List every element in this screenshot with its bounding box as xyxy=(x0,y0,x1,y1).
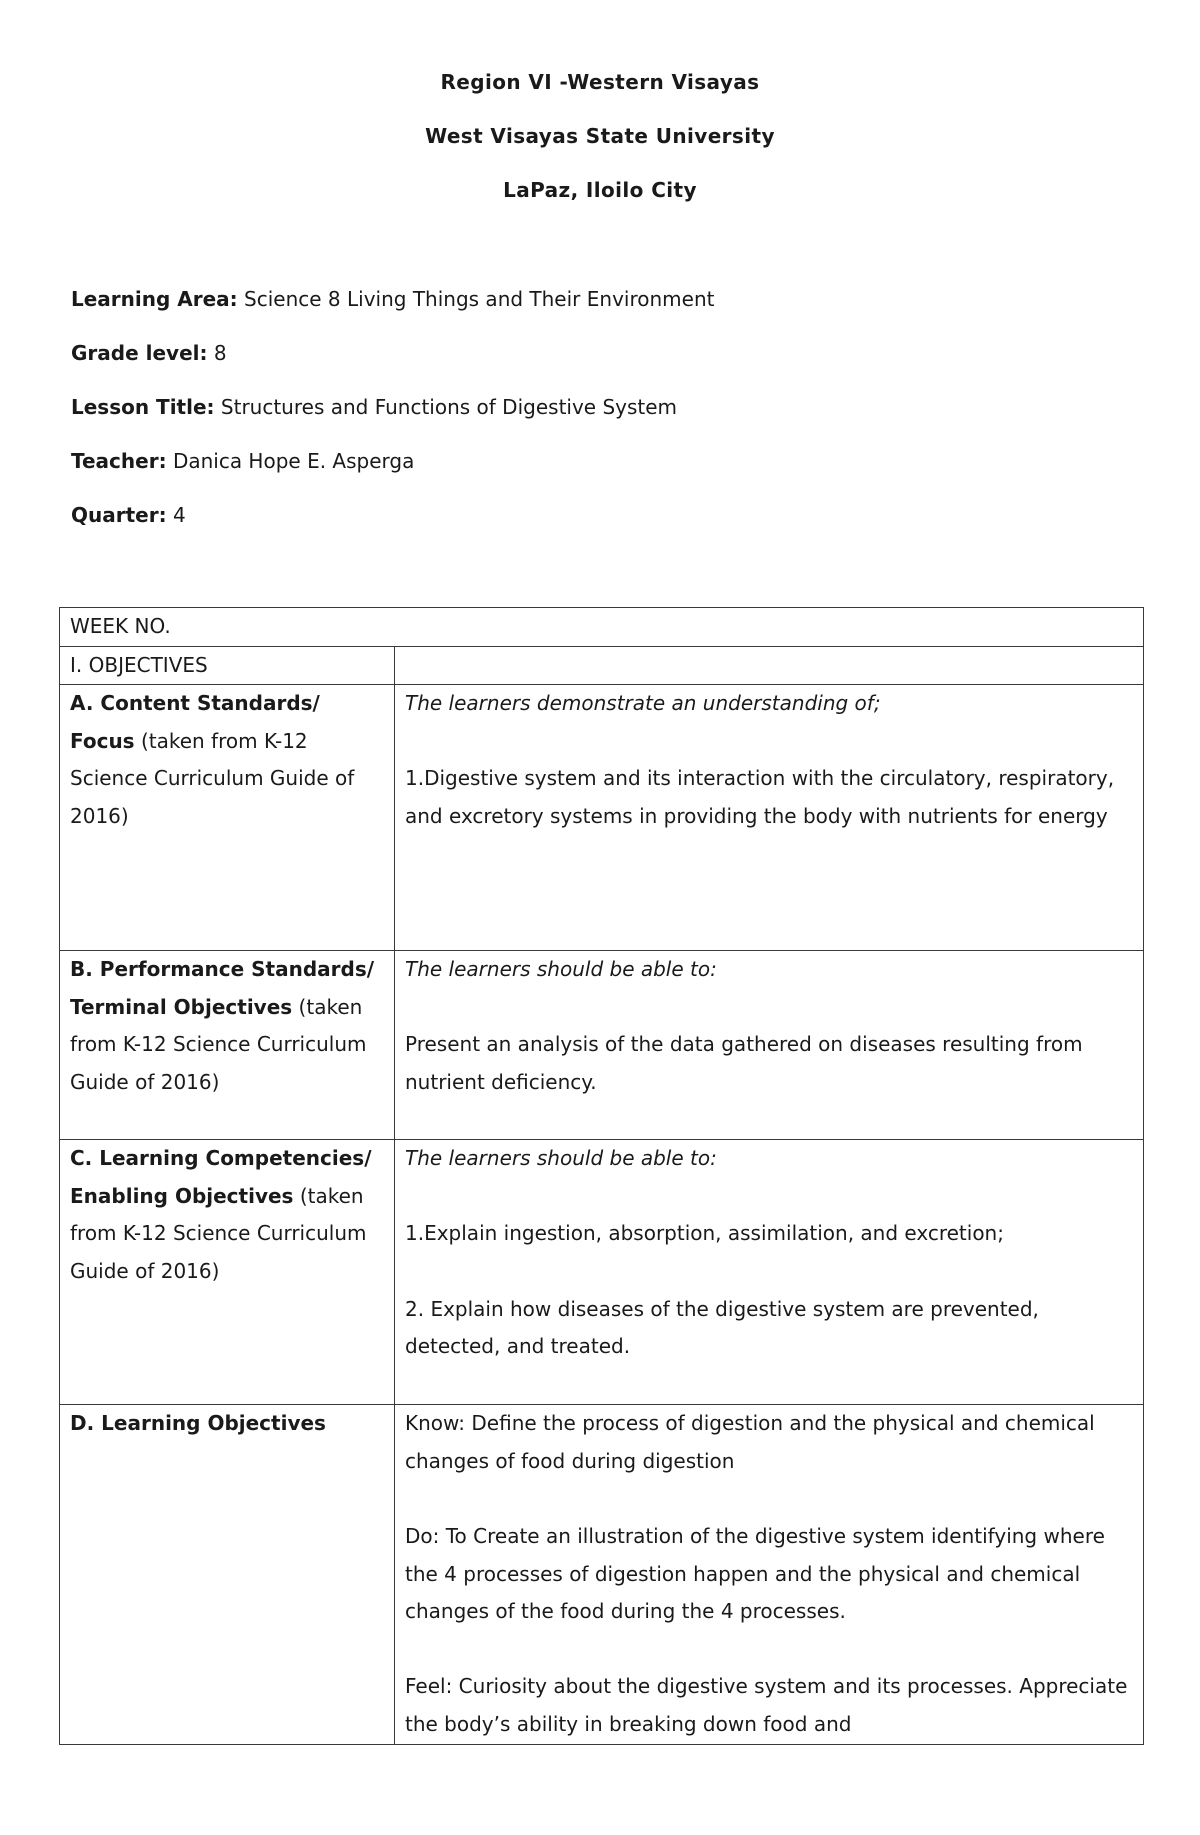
performance-standards-value-cell xyxy=(395,951,1144,1140)
lesson-title-label: Lesson Title: xyxy=(71,395,215,419)
table-row xyxy=(60,646,1144,685)
learning-competencies-intro: The learners should be able to: xyxy=(405,1146,717,1171)
objectives-cell: I. OBJECTIVES xyxy=(60,646,395,685)
learning-area-value: Science 8 Living Things and Their Environment xyxy=(244,287,715,311)
week-no-cell: WEEK NO. xyxy=(60,608,1144,647)
content-standards-label: A. Content Standards/ Focus xyxy=(70,691,320,753)
learning-competencies-item-1: 1.Explain ingestion, absorption, assimilation, and excretion; xyxy=(405,1221,1004,1246)
lesson-title-line xyxy=(71,395,677,419)
region-heading: Region VI -Western Visayas xyxy=(440,70,760,94)
learning-area-line xyxy=(71,287,714,311)
learning-competencies-source: (taken from K-12 Science Curriculum Guide of 2016) xyxy=(70,1183,367,1283)
location-heading: LaPaz, Iloilo City xyxy=(503,178,697,202)
content-standards-label-cell xyxy=(60,685,395,951)
quarter-value: 4 xyxy=(172,503,186,527)
learning-competencies-label: C. Learning Competencies/ Enabling Objectives xyxy=(70,1146,372,1208)
lesson-plan-table xyxy=(59,607,1144,1745)
grade-level-line xyxy=(71,341,227,365)
table-row xyxy=(60,685,1144,951)
content-standards-item-1: 1.Digestive system and its interaction with the circulatory, respiratory, and excretory systems in providing the body with nutrients for energy xyxy=(405,766,1115,828)
learning-objectives-feel: Feel: Curiosity about the digestive system and its processes. Appreciate the body’s ability in breaking down food and xyxy=(405,1674,1128,1736)
objectives-empty-cell xyxy=(395,646,1144,685)
university-heading: West Visayas State University xyxy=(425,124,775,148)
learning-objectives-label: D. Learning Objectives xyxy=(70,1411,326,1436)
quarter-line xyxy=(71,503,186,527)
learning-area-label: Learning Area: xyxy=(71,287,238,311)
performance-standards-label: B. Performance Standards/ Terminal Objectives xyxy=(70,957,375,1019)
content-standards-value-cell xyxy=(395,685,1144,951)
content-standards-source: (taken from K-12 Science Curriculum Guide of 2016) xyxy=(70,728,355,828)
table-row xyxy=(60,608,1144,647)
learning-competencies-value-cell xyxy=(395,1140,1144,1405)
table-row xyxy=(60,951,1144,1140)
learning-objectives-label-cell xyxy=(60,1405,395,1744)
teacher-label: Teacher: xyxy=(71,449,167,473)
content-standards-intro: The learners demonstrate an understanding of; xyxy=(405,691,881,716)
teacher-value: Danica Hope E. Asperga xyxy=(172,449,415,473)
teacher-line xyxy=(71,449,414,473)
learning-objectives-do: Do: To Create an illustration of the digestive system identifying where the 4 processes of digestion happen and the physical and chemical changes of the food during the 4 processes. xyxy=(405,1523,1105,1624)
learning-competencies-item-2: 2. Explain how diseases of the digestive system are prevented, detected, and treated. xyxy=(405,1296,1039,1359)
learning-objectives-value-cell xyxy=(395,1405,1144,1744)
quarter-label: Quarter: xyxy=(71,503,167,527)
performance-standards-source: (taken from K-12 Science Curriculum Guide of 2016) xyxy=(70,994,367,1094)
grade-level-label: Grade level: xyxy=(71,341,208,365)
performance-standards-label-cell xyxy=(60,951,395,1140)
grade-level-value: 8 xyxy=(213,341,227,365)
performance-standards-intro: The learners should be able to: xyxy=(405,957,717,982)
table-row xyxy=(60,1405,1144,1744)
learning-competencies-label-cell xyxy=(60,1140,395,1405)
performance-standards-item-1: Present an analysis of the data gathered on diseases resulting from nutrient deficiency. xyxy=(405,1032,1083,1094)
learning-objectives-know: Know: Define the process of digestion and the physical and chemical changes of food during digestion xyxy=(405,1411,1095,1473)
lesson-title-value: Structures and Functions of Digestive System xyxy=(220,395,678,419)
table-row xyxy=(60,1140,1144,1405)
